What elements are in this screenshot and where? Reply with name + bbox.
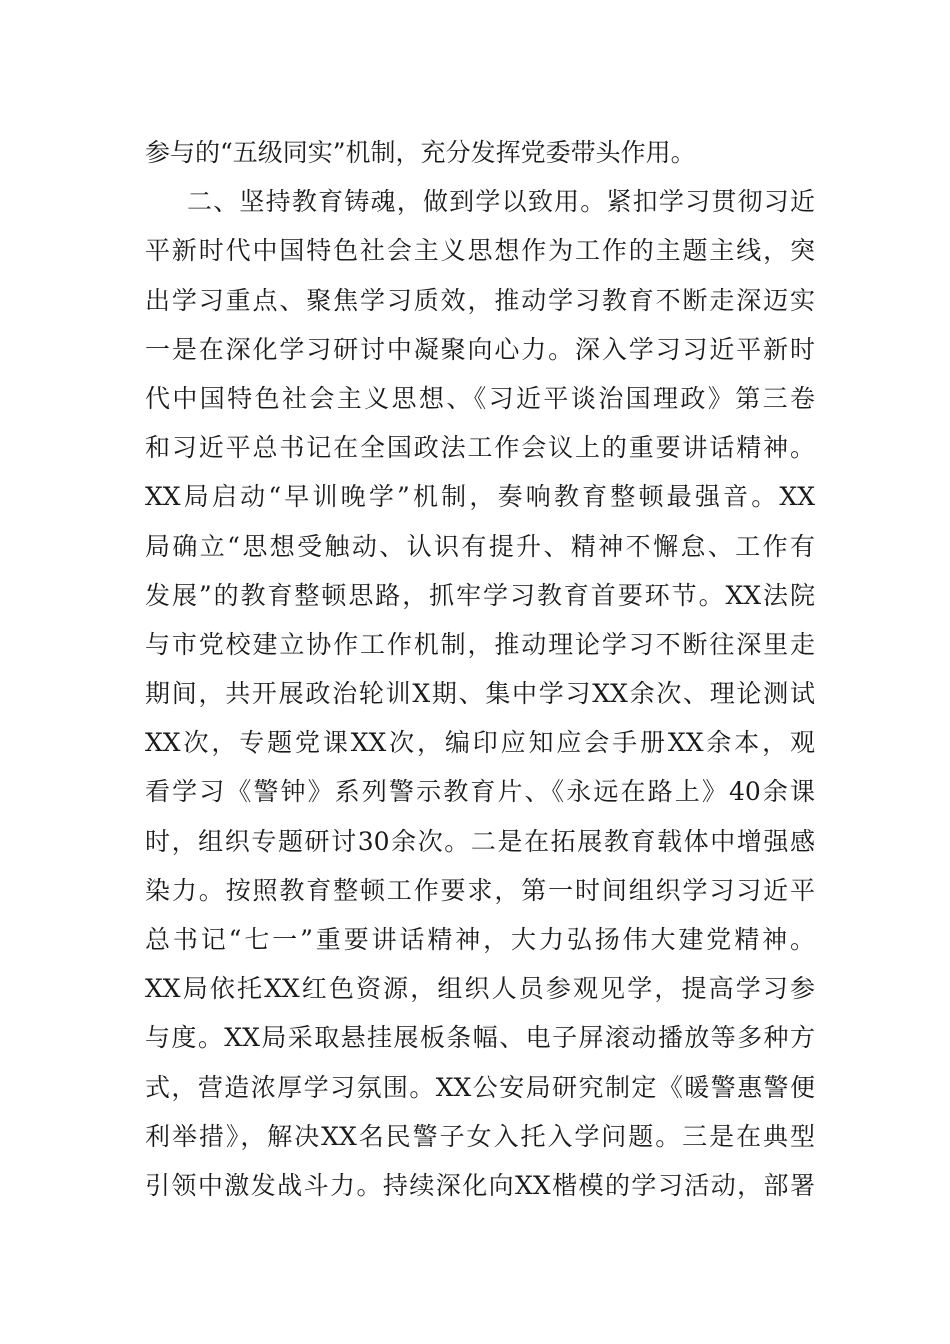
text-line: 出学习重点、聚焦学习质效，推动学习教育不断走深迈实 bbox=[145, 285, 815, 315]
text-line: 期间，共开展政治轮训X期、集中学习XX余次、理论测试 bbox=[145, 679, 815, 709]
text-line: XX次，专题党课XX次，编印应知应会手册XX余本，观 bbox=[145, 728, 815, 758]
text-line: 引领中激发战斗力。持续深化向XX楷模的学习活动，部署 bbox=[145, 1170, 815, 1200]
text-line: 与度。XX局采取悬挂展板条幅、电子屏滚动播放等多种方 bbox=[145, 1023, 815, 1053]
text-line: XX局依托XX红色资源，组织人员参观见学，提高学习参 bbox=[145, 974, 815, 1004]
text-line: 一是在深化学习研讨中凝聚向心力。深入学习习近平新时 bbox=[145, 334, 815, 364]
text-line: 发展”的教育整顿思路，抓牢学习教育首要环节。XX法院 bbox=[145, 580, 815, 610]
text-line: 和习近平总书记在全国政法工作会议上的重要讲话精神。 bbox=[145, 433, 815, 463]
text-line: 染力。按照教育整顿工作要求，第一时间组织学习习近平 bbox=[145, 875, 815, 905]
body-text bbox=[145, 128, 815, 1210]
text-line: 与市党校建立协作工作机制，推动理论学习不断往深里走 bbox=[145, 629, 815, 659]
text-line: 局确立“思想受触动、认识有提升、精神不懈怠、工作有 bbox=[145, 531, 815, 561]
text-line: 参与的“五级同实”机制，充分发挥党委带头作用。 bbox=[145, 138, 696, 167]
text-line: 看学习《警钟》系列警示教育片、《永远在路上》40余课 bbox=[145, 777, 815, 807]
text-line: 利举措》，解决XX名民警子女入托入学问题。三是在典型 bbox=[145, 1121, 815, 1151]
text-line: XX局启动“早训晚学”机制，奏响教育整顿最强音。XX bbox=[145, 482, 815, 512]
text-line: 代中国特色社会主义思想、《习近平谈治国理政》第三卷 bbox=[145, 383, 815, 413]
paragraph-start-line: 二、坚持教育铸魂，做到学以致用。紧扣学习贯彻习近 bbox=[187, 187, 815, 217]
text-line: 时，组织专题研讨30余次。二是在拓展教育载体中增强感 bbox=[145, 826, 815, 856]
text-line: 式，营造浓厚学习氛围。XX公安局研究制定《暖警惠警便 bbox=[145, 1072, 815, 1102]
text-line: 总书记“七一”重要讲话精神，大力弘扬伟大建党精神。 bbox=[145, 925, 815, 954]
text-line: 平新时代中国特色社会主义思想作为工作的主题主线，突 bbox=[145, 236, 815, 266]
